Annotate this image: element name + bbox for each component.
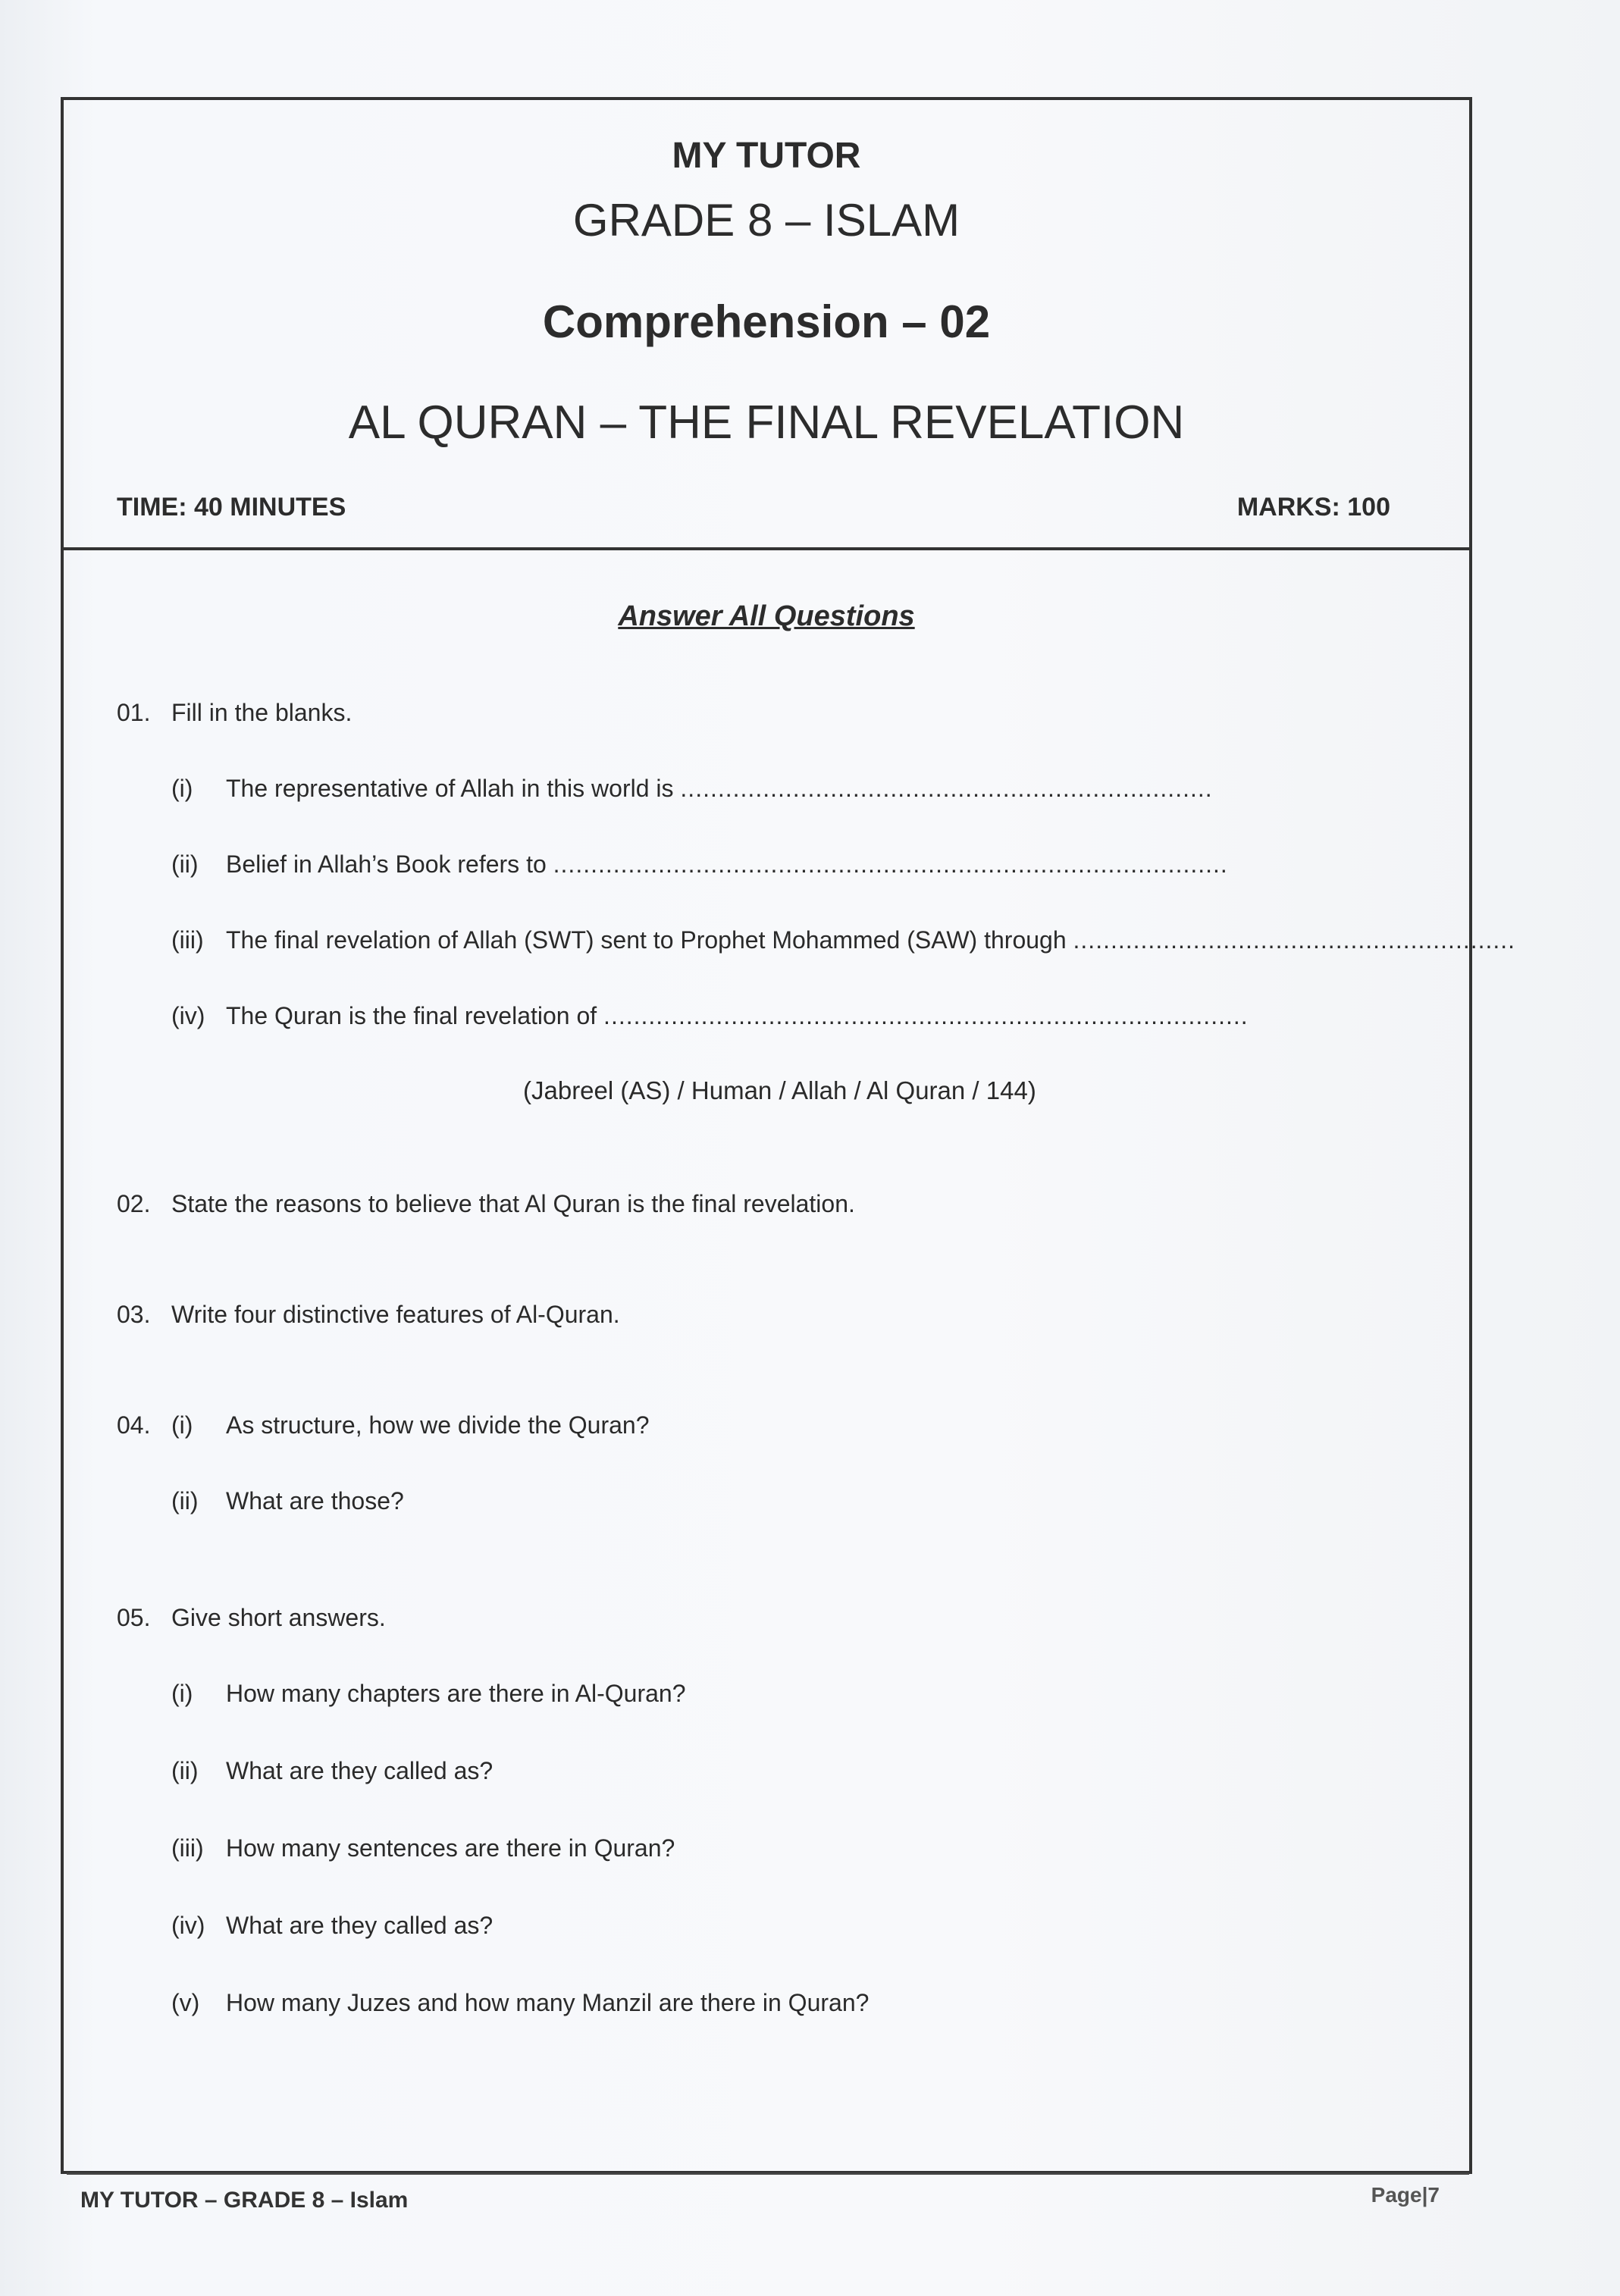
item-label: (i)	[171, 1680, 193, 1707]
question-number: 03.	[117, 1301, 151, 1328]
answer-blank: ......................................................................................	[603, 1002, 1249, 1029]
question-3	[117, 1301, 620, 1329]
item-label: (ii)	[171, 1757, 199, 1784]
comprehension-heading: Comprehension – 02	[542, 296, 991, 347]
marks-label: MARKS: 100	[1236, 493, 1390, 522]
answer-blank: ...........................................................	[1073, 926, 1516, 954]
answer-blank: ..........................................................................................	[553, 850, 1228, 878]
instruction: Answer All Questions	[618, 600, 915, 632]
question-number: 02.	[117, 1190, 151, 1217]
item-text: Belief in Allah’s Book refers to	[226, 850, 547, 878]
item-label: (iii)	[171, 1834, 204, 1862]
item-text: What are those?	[226, 1487, 404, 1514]
paper-title: AL QURAN – THE FINAL REVELATION	[348, 396, 1185, 449]
time-label: TIME: 40 MINUTES	[117, 493, 346, 522]
item-label: (i)	[171, 1411, 193, 1439]
question-2	[117, 1190, 855, 1218]
q4-item-ii	[171, 1487, 404, 1515]
q5-item-v	[171, 1989, 869, 2017]
page-number: Page|7	[1371, 2183, 1440, 2207]
q1-item-iii	[171, 926, 1515, 954]
q5-item-iv	[171, 1912, 493, 1940]
q1-item-ii	[171, 850, 1228, 879]
item-text: How many chapters are there in Al-Quran?	[226, 1680, 686, 1707]
item-label: (iv)	[171, 1912, 205, 1939]
footer-title: MY TUTOR – GRADE 8 – Islam	[80, 2188, 409, 2213]
question-text: Fill in the blanks.	[171, 699, 353, 726]
item-label: (iv)	[171, 1002, 205, 1029]
question-text: Write four distinctive features of Al-Quran.	[171, 1301, 620, 1328]
question-4	[117, 1411, 650, 1439]
q5-item-ii	[171, 1757, 493, 1785]
item-text: As structure, how we divide the Quran?	[226, 1411, 650, 1439]
item-text: How many sentences are there in Quran?	[226, 1834, 675, 1862]
item-text: What are they called as?	[226, 1912, 494, 1939]
question-5	[117, 1604, 386, 1632]
item-text: The final revelation of Allah (SWT) sent to Prophet Mohammed (SAW) through	[226, 926, 1067, 954]
item-text: The Quran is the final revelation of	[226, 1002, 597, 1029]
answer-blank: .......................................................................	[680, 775, 1213, 802]
item-label: (v)	[171, 1989, 200, 2016]
q5-item-i	[171, 1680, 686, 1708]
q1-item-i	[171, 775, 1213, 803]
item-label: (i)	[171, 775, 193, 802]
question-number: 05.	[117, 1604, 151, 1631]
header-divider	[61, 547, 1472, 550]
question-1	[117, 699, 352, 727]
question-text: Give short answers.	[171, 1604, 386, 1631]
answer-options: (Jabreel (AS) / Human / Allah / Al Quran / 144)	[523, 1076, 1036, 1104]
question-number: 01.	[117, 699, 151, 726]
item-label: (iii)	[171, 926, 204, 954]
item-text: How many Juzes and how many Manzil are there in Quran?	[226, 1989, 870, 2016]
q1-item-iv	[171, 1002, 1249, 1030]
q5-item-iii	[171, 1834, 675, 1862]
item-label: (ii)	[171, 1487, 199, 1514]
grade-heading: GRADE 8 – ISLAM	[572, 195, 960, 246]
question-text: State the reasons to believe that Al Quran is the final revelation.	[171, 1190, 855, 1217]
question-number: 04.	[117, 1411, 151, 1439]
brand-heading: MY TUTOR	[672, 136, 861, 176]
item-label: (ii)	[171, 850, 199, 878]
footer-rule	[67, 2172, 1469, 2175]
item-text: What are they called as?	[226, 1757, 494, 1784]
item-text: The representative of Allah in this world is	[226, 775, 674, 802]
